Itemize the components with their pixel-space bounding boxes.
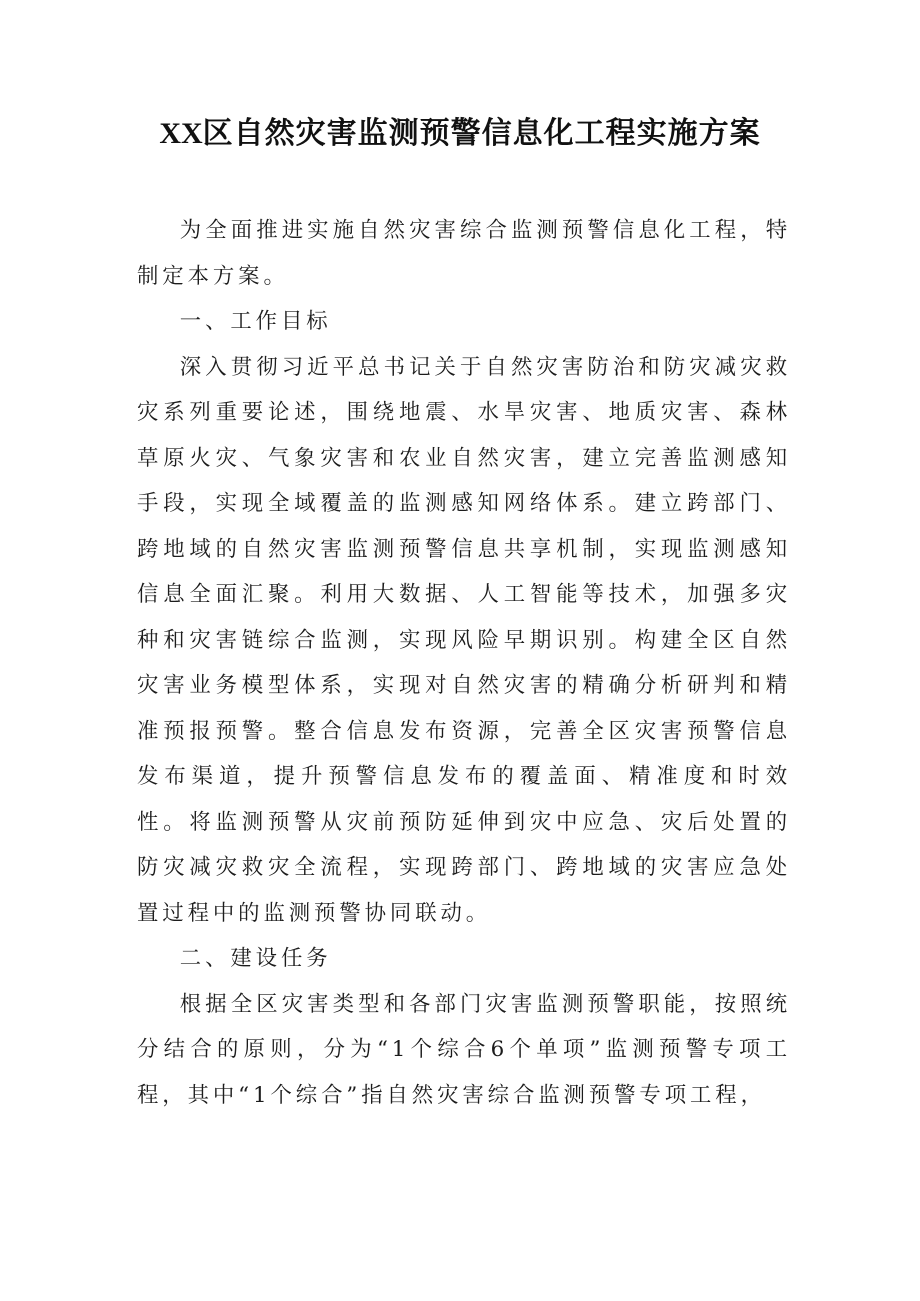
- title-prefix: XX: [159, 117, 203, 150]
- document-title: [0, 112, 920, 156]
- goals-paragraph: 深入贯彻习近平总书记关于自然灾害防治和防灾减灾救灾系列重要论述，围绕地震、水旱灾害、地质灾害、森林草原火灾、气象灾害和农业自然灾害，建立完善监测感知手段，实现全域覆盖的监测感知网络体系。建立跨部门、跨地域的自然灾害监测预警信息共享机制，实现监测感知信息全面汇聚。利用大数据、人工智能等技术，加强多灾种和灾害链综合监测，实现风险早期识别。构建全区自然灾害业务模型体系，实现对自然灾害的精确分析研判和精准预报预警。整合信息发布资源，完善全区灾害预警信息发布渠道，提升预警信息发布的覆盖面、精准度和时效性。将监测预警从灾前预防延伸到灾中应急、灾后处置的防灾减灾救灾全流程，实现跨部门、跨地域的灾害应急处置过程中的监测预警协同联动。: [137, 354, 791, 926]
- document-body: [137, 208, 791, 1118]
- tasks-paragraph: 根据全区灾害类型和各部门灾害监测预警职能，按照统分结合的原则，分为“1个综合6个单项”监测预警专项工程，其中“1个综合”指自然灾害综合监测预警专项工程，: [137, 991, 791, 1108]
- section-heading-tasks: 二、建设任务: [179, 946, 332, 971]
- intro-paragraph: 为全面推进实施自然灾害综合监测预警信息化工程，特制定本方案。: [137, 218, 791, 289]
- title-main: 区自然灾害监测预警信息化工程实施方案: [202, 116, 761, 151]
- section-heading-goals: 一、工作目标: [179, 309, 332, 334]
